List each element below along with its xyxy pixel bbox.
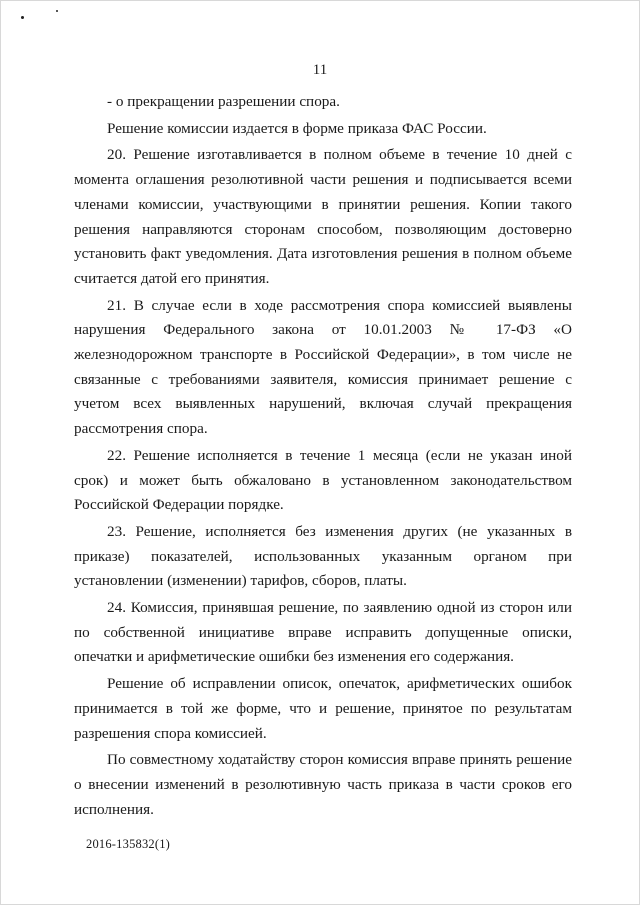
scan-speck <box>56 10 58 12</box>
scan-speck <box>21 16 24 19</box>
document-body <box>74 90 572 822</box>
paragraph: 20. Решение изготавливается в полном объеме в течение 10 дней с момента оглашения резолютивной части решения и подписывается всеми членами комиссии, участвующими в принятии решения. Копии такого решения направляются сторонам способом, позволяющим достоверно установить факт уведомления. Дата изготовления решения в полном объеме считается датой его принятия. <box>74 146 572 287</box>
paragraph: 22. Решение исполняется в течение 1 месяца (если не указан иной срок) и может быть обжаловано в установленном законодательством Российской Федерации порядке. <box>74 446 572 514</box>
paragraph: 21. В случае если в ходе рассмотрения спора комиссией выявлены нарушения Федерального закона от 10.01.2003 № 17-ФЗ «О железнодорожном транспорте в Российской Федерации», в том числе не связанные с требованиями заявителя, комиссия принимает решение с учетом всех выявленных нарушений, включая случай прекращения рассмотрения спора. <box>74 296 572 438</box>
paragraph: 23. Решение, исполняется без изменения других (не указанных в приказе) показателей, использованных указанным органом при установлении (изменении) тарифов, сборов, платы. <box>74 522 572 590</box>
document-id: 2016-135832(1) <box>86 837 171 851</box>
paragraph: Решение комиссии издается в форме приказа ФАС России. <box>107 119 487 137</box>
paragraph: По совместному ходатайству сторон комиссия вправе принять решение о внесении изменений в резолютивную часть приказа в части сроков его исполнения. <box>74 751 572 818</box>
paragraph: Решение об исправлении описок, опечаток, арифметических ошибок принимается в той же форме, что и решение, принятое по результатам разрешения спора комиссией. <box>74 675 572 742</box>
paragraph: - о прекращении разрешении спора. <box>107 93 340 110</box>
paragraph: 24. Комиссия, принявшая решение, по заявлению одной из сторон или по собственной инициативе вправе исправить допущенные описки, опечатки и арифметические ошибки без изменения его содержания. <box>74 599 572 666</box>
page-number: 11 <box>312 62 328 78</box>
